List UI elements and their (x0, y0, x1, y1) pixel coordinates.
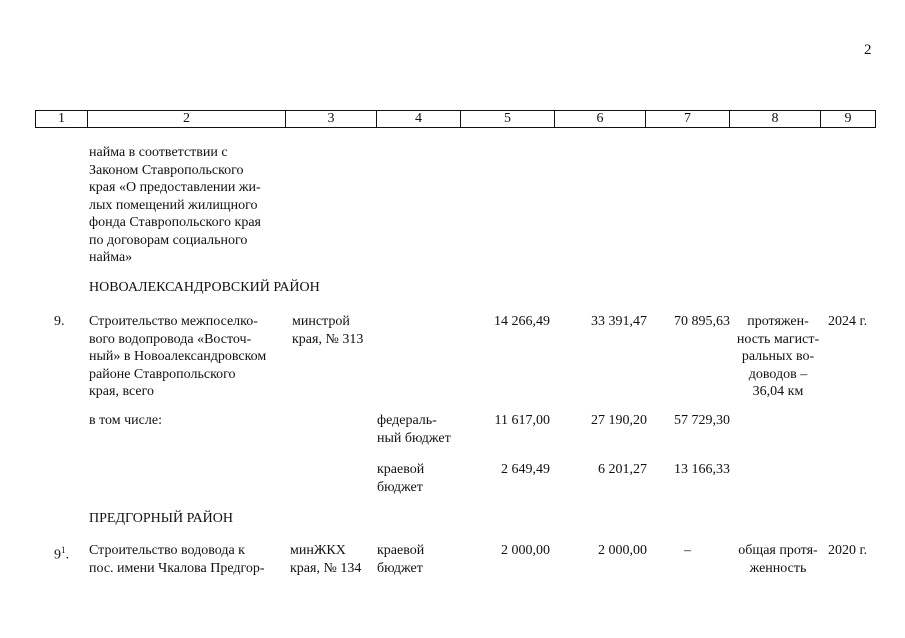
row-9-1-basis (290, 542, 361, 577)
row-9-1-name-line: Строительство водовода к (89, 543, 245, 558)
row-9-result-line: доводов – (748, 366, 808, 382)
continuation-text (89, 144, 280, 267)
row-9-result-line: ность магист- (736, 331, 820, 347)
row-9-1-number (54, 542, 69, 564)
row-9-1-name (89, 542, 280, 577)
sub2-source (377, 461, 424, 496)
row-9-1-basis-line: края, № 134 (290, 560, 362, 576)
row-9-1-number-main: 9 (54, 547, 61, 563)
row-9-name (89, 313, 280, 401)
row-9-name-line: ный» в Новоалександровском (89, 349, 267, 364)
row-9-name-line: Строительство межпоселко- (89, 314, 258, 329)
row-9-1-result-line: общая протя- (738, 543, 818, 558)
row-9-col7-value: 70 895,63 (674, 314, 730, 329)
row-9-1-col6-value: 2 000,00 (598, 543, 647, 558)
row-9-col5-value: 14 266,49 (494, 314, 550, 329)
row-9-name-line: края, всего (89, 384, 154, 399)
column-header-4: 4 (377, 111, 461, 128)
sub2-col6-value: 6 201,27 (598, 462, 647, 477)
row-9-col6-value: 33 391,47 (591, 314, 647, 329)
row-9-1-col5-value: 2 000,00 (501, 543, 550, 558)
continuation-line: найма» (89, 250, 133, 265)
including-label: в том числе: (89, 413, 162, 428)
row-9-result-line: ральных во- (741, 349, 815, 364)
row-9-result (732, 313, 824, 401)
page-number: 2 (864, 42, 872, 58)
column-header-5: 5 (461, 111, 555, 128)
sub1-source-line: федераль- (377, 413, 437, 428)
continuation-line: края «О предоставлении жи- (89, 180, 261, 195)
sub1-col6-value: 27 190,20 (591, 413, 647, 428)
column-header-row (35, 110, 876, 128)
sub2-col7-value: 13 166,33 (674, 462, 730, 477)
sub2-col5-value: 2 649,49 (501, 462, 550, 477)
sub1-col7-value: 57 729,30 (674, 413, 730, 428)
row-9-name-line: вого водопровода «Восточ- (89, 331, 252, 347)
row-9-1-source-line: бюджет (377, 560, 423, 576)
sub1-source (377, 412, 451, 447)
row-9-1-result (732, 542, 824, 577)
column-header-3: 3 (286, 111, 377, 128)
column-header-8: 8 (730, 111, 821, 128)
sub1-col5-value: 11 617,00 (494, 413, 550, 428)
continuation-line: найма в соответствии с (89, 145, 228, 160)
row-9-basis-line: края, № 313 (292, 331, 364, 347)
row-9-number: 9. (54, 314, 65, 329)
column-header-9: 9 (821, 111, 876, 128)
continuation-line: лых помещений жилищного (89, 197, 258, 213)
column-header-2: 2 (88, 111, 286, 128)
sub2-source-line: краевой (377, 462, 425, 477)
row-9-basis-line: минстрой (292, 314, 350, 329)
row-9-1-source-line: краевой (377, 543, 425, 558)
continuation-line: Законом Ставропольского (89, 162, 244, 178)
row-9-1-number-suffix: . (65, 547, 69, 563)
column-header-6: 6 (555, 111, 646, 128)
row-9-1-result-line: женность (749, 560, 807, 576)
row-9-1-number-sup: 1 (61, 545, 66, 555)
row-9-result-line: 36,04 км (752, 384, 804, 399)
section-heading-novoaleksandrovsky: НОВОАЛЕКСАНДРОВСКИЙ РАЙОН (89, 280, 320, 295)
column-header-1: 1 (36, 111, 88, 128)
row-9-1-year: 2020 г. (828, 543, 868, 558)
row-9-1-source (377, 542, 424, 577)
row-9-basis (292, 313, 363, 348)
row-9-1-col7-value: – (684, 543, 691, 558)
row-9-name-line: районе Ставропольского (89, 366, 236, 382)
column-header-7: 7 (646, 111, 730, 128)
row-9-1-basis-line: минЖКХ (290, 543, 346, 558)
continuation-line: фонда Ставропольского края (89, 215, 261, 230)
row-9-1-name-line: пос. имени Чкалова Предгор- (89, 560, 265, 576)
row-9-year: 2024 г. (828, 314, 868, 329)
sub1-source-line: ный бюджет (377, 430, 451, 446)
row-9-result-line: протяжен- (747, 314, 809, 329)
continuation-line: по договорам социального (89, 232, 248, 248)
sub2-source-line: бюджет (377, 479, 423, 495)
section-heading-predgorny: ПРЕДГОРНЫЙ РАЙОН (89, 511, 234, 526)
